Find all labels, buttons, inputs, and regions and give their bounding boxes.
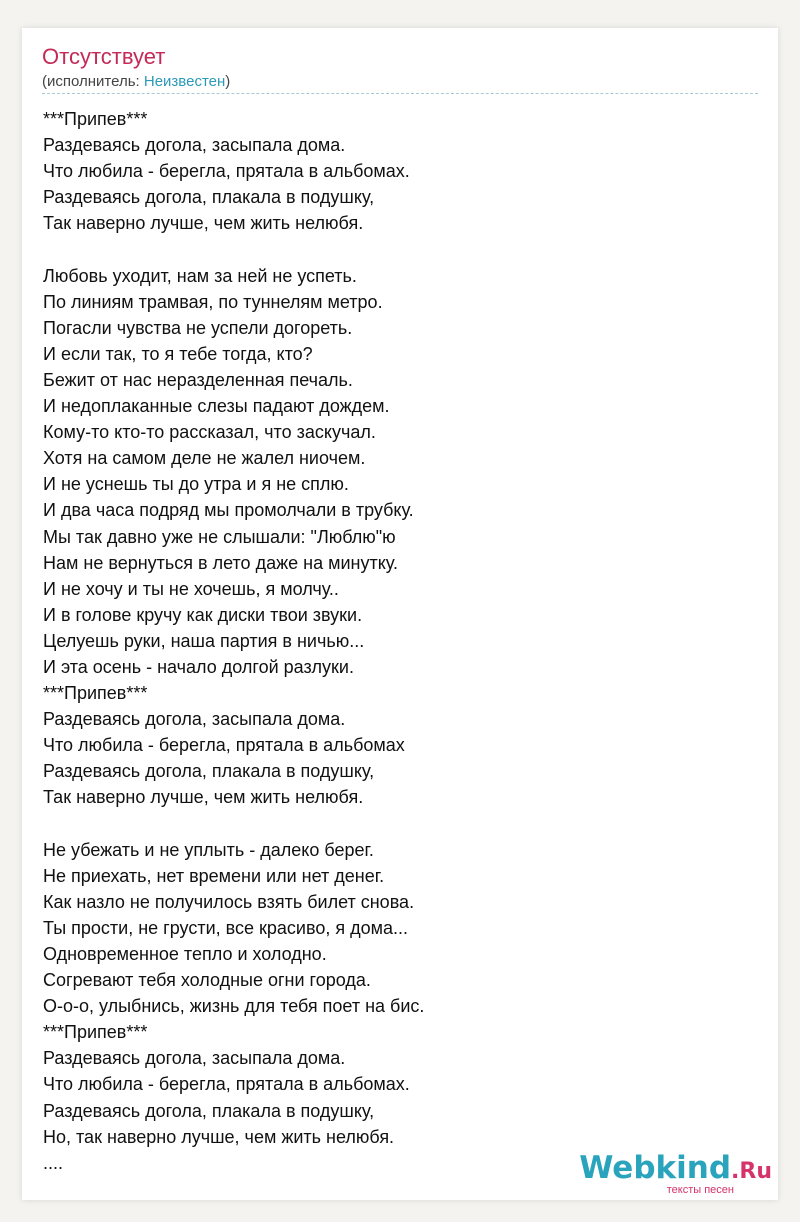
lyric-line: Что любила - берегла, прятала в альбомах. xyxy=(43,1074,410,1095)
lyric-line: Кому-то кто-то рассказал, что заскучал. xyxy=(43,422,376,443)
lyric-line: Погасли чувства не успели догореть. xyxy=(43,317,353,338)
artist-prefix: (исполнитель: xyxy=(42,73,144,90)
lyric-line: Но, так наверно лучше, чем жить нелюбя. xyxy=(43,1126,395,1147)
lyric-line: ***Припев*** xyxy=(43,683,148,704)
lyric-line: Не убежать и не уплыть - далеко берег. xyxy=(43,839,374,860)
lyric-line: Раздеваясь догола, засыпала дома. xyxy=(43,709,346,730)
lyric-line: Ты прости, не грусти, все красиво, я дома... xyxy=(43,917,408,938)
lyric-line: Так наверно лучше, чем жить нелюбя. xyxy=(43,213,364,234)
lyric-line: Раздеваясь догола, плакала в подушку, xyxy=(43,761,375,782)
lyric-line: И эта осень - начало долгой разлуки. xyxy=(43,656,354,677)
lyrics-card xyxy=(22,28,778,1200)
lyric-line: И недоплаканные слезы падают дождем. xyxy=(43,396,390,417)
lyric-line: Мы так давно уже не слышали: "Люблю"ю xyxy=(43,526,396,547)
artist-line xyxy=(42,72,230,92)
lyric-line: ***Припев*** xyxy=(43,109,148,129)
lyrics-body xyxy=(43,106,763,1176)
stanza-break xyxy=(43,811,763,837)
lyric-line: Нам не вернуться в лето даже на минутку. xyxy=(43,552,398,573)
logo-name: Webkind xyxy=(579,1150,732,1186)
lyric-line: Не приехать, нет времени или нет денег. xyxy=(43,865,385,886)
lyric-line: И в голове кручу как диски твои звуки. xyxy=(43,604,363,625)
lyric-line: И не уснешь ты до утра и я не сплю. xyxy=(43,474,349,495)
lyric-line: Раздеваясь догола, плакала в подушку, xyxy=(43,1100,375,1121)
site-logo[interactable] xyxy=(579,1152,772,1196)
lyric-line: Согревают тебя холодные огни города. xyxy=(43,970,371,991)
lyric-line: И не хочу и ты не хочешь, я молчу.. xyxy=(43,578,339,599)
artist-suffix: ) xyxy=(225,73,231,90)
lyric-line: И два часа подряд мы промолчали в трубку. xyxy=(43,500,414,521)
song-title: Отсутствует xyxy=(42,44,166,69)
lyric-line: Так наверно лучше, чем жить нелюбя. xyxy=(43,787,364,808)
lyric-line: ***Припев*** xyxy=(43,1022,148,1043)
lyric-line: Бежит от нас неразделенная печаль. xyxy=(43,369,353,390)
artist-link[interactable]: Неизвестен xyxy=(143,73,226,90)
lyric-line: Раздеваясь догола, плакала в подушку, xyxy=(43,187,375,208)
lyric-line: Что любила - берегла, прятала в альбомах xyxy=(43,735,405,756)
lyric-line: О-о-о, улыбнись, жизнь для тебя поет на бис. xyxy=(43,996,425,1017)
lyric-line: .... xyxy=(43,1152,64,1173)
lyric-line: Целуешь руки, наша партия в ничью... xyxy=(43,630,365,651)
logo-tagline: тексты песен xyxy=(666,1184,734,1196)
lyric-line: Раздеваясь догола, засыпала дома. xyxy=(43,1048,346,1069)
stanza-break xyxy=(43,236,763,262)
lyric-line: И если так, то я тебе тогда, кто? xyxy=(43,343,313,364)
lyric-line: Как назло не получилось взять билет снова. xyxy=(43,891,415,912)
logo-tld: .Ru xyxy=(731,1159,772,1184)
lyric-line: Любовь уходит, нам за ней не успеть. xyxy=(43,265,357,286)
lyric-line: Одновременное тепло и холодно. xyxy=(43,944,327,964)
lyric-line: Что любила - берегла, прятала в альбомах. xyxy=(43,161,410,182)
divider xyxy=(42,93,758,94)
lyric-line: Раздеваясь догола, засыпала дома. xyxy=(43,135,346,156)
logo-wordmark xyxy=(579,1152,772,1188)
lyric-line: Хотя на самом деле не жалел ниочем. xyxy=(43,448,366,469)
lyric-line: По линиям трамвая, по туннелям метро. xyxy=(43,291,383,312)
